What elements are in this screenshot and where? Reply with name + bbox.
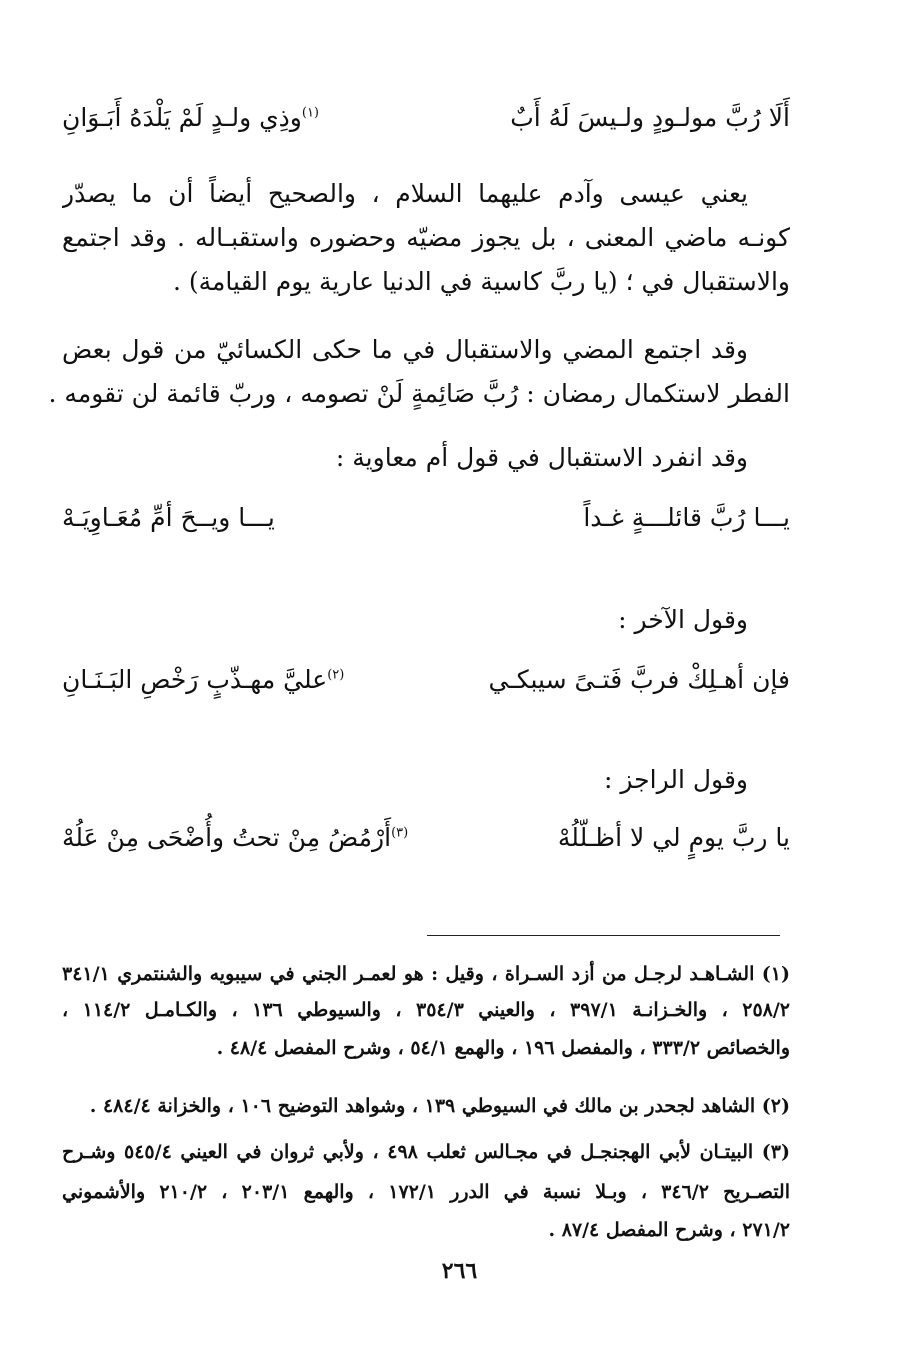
footnote-ref-3: (٣): [391, 825, 409, 841]
footnote-3-line-1: (٣) البيتـان لأبي الهجنجـل في مجـالس ثعلب ٤٩٨ ، ولأبي ثروان في العيني ٥٤٥/٤ وشـرح: [62, 1141, 790, 1163]
paragraph-1-line-2: كونـه ماضي المعنى ، بل يجوز مضيّه وحضوره واستقبـاله . وقد اجتمع: [62, 223, 790, 252]
label-rajiz: وقول الراجز :: [604, 765, 748, 794]
paragraph-3: وقد انفرد الاستقبال في قول أم معاوية :: [335, 443, 748, 472]
verse-2-second-hemistich: يـــا ويــحَ أمِّ مُعَـاوِيَـهْ: [62, 503, 275, 532]
verse-2: [62, 498, 790, 538]
verse-4-second-hemistich-text: أَرْمُضُ مِنْ تحتُ وأُضْحَى مِنْ عَلُهْ: [62, 823, 392, 852]
footnote-3-line-3: ٢٧١/٢ ، وشرح المفصل ٨٧/٤ .: [548, 1219, 790, 1241]
paragraph-2-line-2: الفطر لاستكمال رمضان : رُبَّ صَائِمةٍ لَنْ تصومه ، وربّ قائمة لن تقومه .: [48, 379, 790, 408]
verse-4: [62, 818, 790, 858]
footnote-ref-2: (٢): [327, 667, 345, 683]
paragraph-1-line-3: والاستقبال في ؛ (يا ربَّ كاسية في الدنيا عارية يوم القيامة) .: [172, 267, 790, 296]
footnote-ref-1: (١): [301, 105, 319, 121]
footnote-1-line-2: ٢٥٨/٢ ، والخـزانـة ٣٩٧/١ ، والعيني ٣٥٤/٣ ، والسيوطي ١٣٦ ، والكـامـل ١١٤/٢ ،: [62, 999, 790, 1021]
verse-3-first-hemistich: فإن أهـلِكْ فربَّ فَتـىً سيبكـي: [488, 665, 790, 694]
footnote-3-line-2: التصـريح ٣٤٦/٢ ، وبـلا نسبة في الدرر ١٧٢/١ ، والهمع ٢٠٣/١ ، ٢١٠/٢ والأشموني: [62, 1181, 790, 1203]
verse-3-second-hemistich-text: عليَّ مهـذّبٍ رَخْصِ البَـنَـانِ: [62, 665, 328, 694]
paragraph-1-line-1: يعني عيسى وآدم عليهما السلام ، والصحيح أيضاً أن ما يصدّر: [62, 179, 748, 208]
verse-3: [62, 660, 790, 700]
paragraph-2-line-1: وقد اجتمع المضي والاستقبال في ما حكى الكسائيّ من قول بعض: [62, 335, 748, 364]
footnote-1-line-1: (١) الشـاهـد لرجـل من أزد السـراة ، وقيل : هو لعمـر الجني في سيبويه والشنتمري ٣٤١/١: [62, 963, 790, 985]
verse-2-first-hemistich: يـــا رُبَّ قائلـــةٍ غـداً: [583, 503, 790, 532]
label-other-poet: وقول الآخر :: [618, 605, 748, 634]
verse-1: [62, 98, 790, 138]
footnote-2: (٢) الشاهد لجحدر بن مالك في السيوطي ١٣٩ ، وشواهد التوضيح ١٠٦ ، والخزانة ٤٨٤/٤ .: [89, 1095, 790, 1117]
verse-1-second-hemistich: [62, 98, 319, 138]
verse-1-first-hemistich: أَلَا رُبَّ مولـودٍ ولـيسَ لَهُ أَبٌ: [510, 103, 790, 132]
verse-4-second-hemistich: [62, 818, 408, 858]
verse-3-second-hemistich: [62, 660, 344, 700]
page-number: ٢٦٦: [441, 1258, 478, 1284]
verse-1-second-hemistich-text: وذِي ولـدٍ لَمْ يَلْدَهُ أَبَـوَانِ: [62, 103, 302, 132]
footnote-1-line-3: والخصائص ٣٣٣/٢ ، والمفصل ١٩٦ ، والهمع ٥٤/١ ، وشرح المفصل ٤٨/٤ .: [216, 1037, 790, 1059]
verse-4-first-hemistich: يا ربَّ يومٍ لي لا أظـلّلُهْ: [557, 823, 790, 852]
footnote-separator: [427, 935, 780, 936]
